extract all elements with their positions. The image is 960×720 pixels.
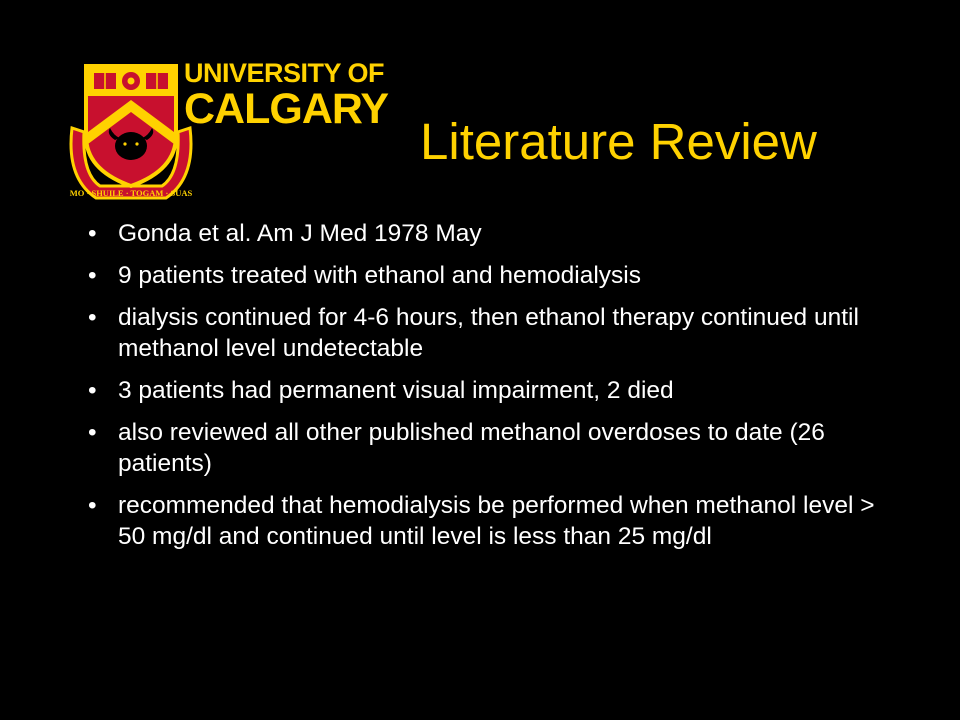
bullet-item <box>88 218 878 249</box>
bullet-item <box>88 417 878 479</box>
university-crest-icon <box>66 58 196 208</box>
bullet-text: also reviewed all other published methanol overdoses to date (26 patients) <box>118 419 825 477</box>
bullet-dot: • <box>88 492 97 519</box>
bullet-text: recommended that hemodialysis be performed when methanol level > 50 mg/dl and continued until level is less than 25 mg/dl <box>118 492 875 550</box>
bullet-text: 9 patients treated with ethanol and hemodialysis <box>118 262 641 289</box>
bullet-dot: • <box>88 262 97 289</box>
bullet-text: 3 patients had permanent visual impairment, 2 died <box>118 377 674 404</box>
university-logo <box>66 58 389 208</box>
bullet-text: dialysis continued for 4-6 hours, then ethanol therapy continued until methanol level undetectable <box>118 304 859 362</box>
bullet-item <box>88 302 878 364</box>
bullet-dot: • <box>88 220 97 247</box>
motto-text: MO · SHUILE · TOGAM · SUAS <box>69 188 193 198</box>
bullet-item <box>88 260 878 291</box>
bullet-list <box>88 218 878 563</box>
university-wordmark <box>184 60 388 131</box>
bullet-dot: • <box>88 419 97 446</box>
bullet-item <box>88 490 878 552</box>
wordmark-line-2: CALGARY <box>184 85 389 133</box>
slide-title: Literature Review <box>420 113 817 171</box>
bullet-text: Gonda et al. Am J Med 1978 May <box>118 220 482 247</box>
bullet-item <box>88 375 878 406</box>
wordmark-line-1: UNIVERSITY OF <box>184 58 385 88</box>
bullet-dot: • <box>88 304 97 331</box>
bullet-dot: • <box>88 377 97 404</box>
